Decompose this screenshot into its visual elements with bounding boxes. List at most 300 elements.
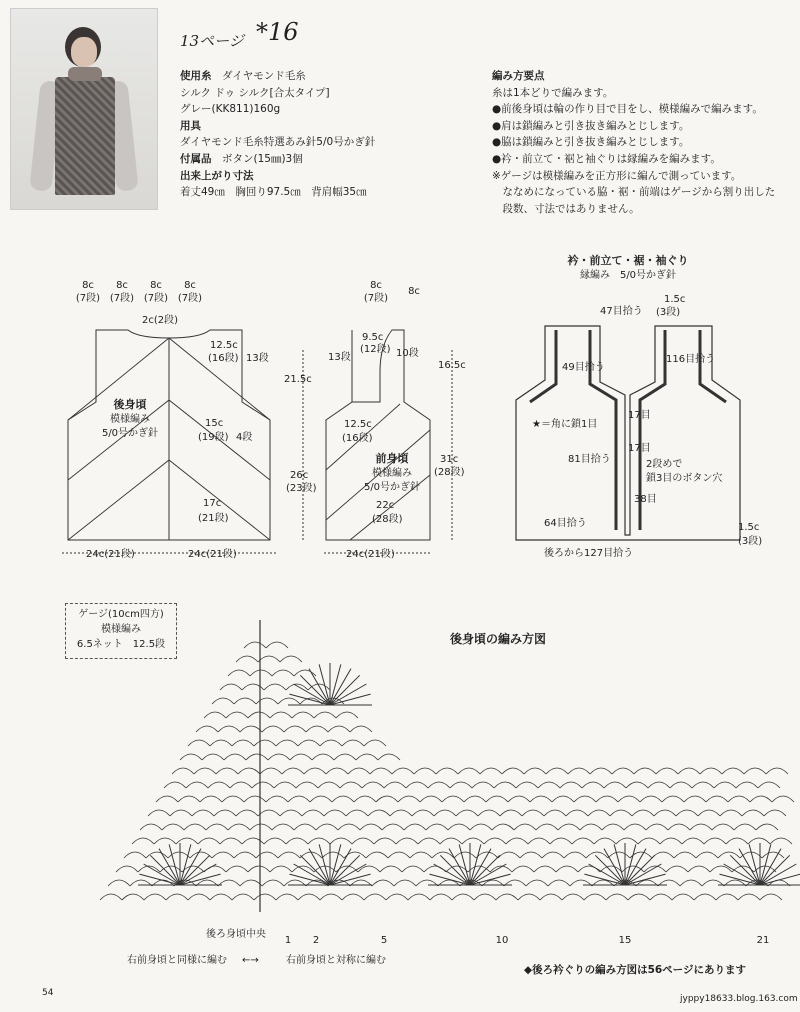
stitch-arc <box>196 726 218 732</box>
stitch-arc <box>350 726 372 732</box>
stitch-arc <box>456 810 478 816</box>
edge-64: 64目拾う <box>544 518 587 529</box>
stitch-arc <box>198 838 220 844</box>
stitch-arc <box>186 782 208 788</box>
stitch-arc <box>594 838 616 844</box>
stitch-arc <box>478 810 500 816</box>
stitch-arc <box>224 754 246 760</box>
stitch-arc <box>474 894 496 900</box>
stitch-arc <box>496 894 518 900</box>
stitch-arc <box>246 754 268 760</box>
bottom-17: 17c <box>203 498 222 509</box>
stitch-arc <box>500 810 522 816</box>
stitch-arc <box>164 782 186 788</box>
edge-81: 81目拾う <box>568 454 611 465</box>
side-4: 4段 <box>236 432 253 443</box>
stitch-arc <box>332 796 354 802</box>
stitch-arc <box>258 810 280 816</box>
stitch-arc <box>210 894 232 900</box>
stitch-arc <box>458 768 480 774</box>
stitch-arc <box>580 824 602 830</box>
stitch-arc <box>618 796 640 802</box>
stitch-arc <box>440 838 462 844</box>
stitch-arc <box>650 894 672 900</box>
stitch-arc <box>402 866 424 872</box>
procedure-line: ●前後身頃は輪の作り目で目をし、模様編みで編みます。 <box>492 103 763 116</box>
stitch-arc <box>188 894 210 900</box>
stitch-arc <box>326 768 348 774</box>
stitch-arc <box>632 810 654 816</box>
stitch-arc <box>294 824 316 830</box>
stitch-arc <box>762 852 784 858</box>
edge-3: (3段) <box>656 307 681 318</box>
col-number: 5 <box>380 935 388 946</box>
stitch-arc <box>308 838 330 844</box>
stitch-arc <box>718 852 740 858</box>
yarn-label: 使用糸 <box>180 70 212 82</box>
stitch-arc <box>436 768 458 774</box>
stitch-arc <box>314 712 336 718</box>
stitch-arc <box>656 768 678 774</box>
stitch-arc <box>372 880 394 886</box>
front-22: 22c <box>376 500 395 511</box>
edge-3b: (3段) <box>738 536 763 547</box>
stitch-arc <box>550 838 572 844</box>
stitch-arc <box>530 796 552 802</box>
stitch-arc <box>346 810 368 816</box>
back-top-dim: 8c <box>82 280 94 291</box>
stitch-arc <box>382 824 404 830</box>
stitch-arc <box>760 894 782 900</box>
stitch-arc <box>670 782 692 788</box>
stitch-arc <box>588 810 610 816</box>
stitch-arc <box>558 824 580 830</box>
stitch-arc <box>340 782 362 788</box>
stitch-arc <box>248 712 270 718</box>
stitch-arc <box>604 782 626 788</box>
stitch-arc <box>302 810 324 816</box>
stitch-arc <box>230 782 252 788</box>
stitch-arc <box>254 740 276 746</box>
stitch-arc <box>232 894 254 900</box>
stitch-arc <box>688 866 710 872</box>
stitch-arc <box>122 894 144 900</box>
stitch-arc <box>524 768 546 774</box>
stitch-arc <box>596 796 618 802</box>
back-top-dim: 8c <box>116 280 128 291</box>
stitch-arc <box>714 782 736 788</box>
stitch-arc <box>144 894 166 900</box>
stitch-arc <box>360 824 382 830</box>
stitch-arc <box>634 768 656 774</box>
back-top-rows: (7段) <box>75 293 101 304</box>
page-number: 54 <box>42 988 54 998</box>
stitch-arc <box>498 852 520 858</box>
stitch-arc <box>522 810 544 816</box>
stitch-arc <box>678 768 700 774</box>
stitch-arc <box>156 796 178 802</box>
stitch-arc <box>514 824 536 830</box>
stitch-arc <box>380 866 402 872</box>
stitch-arc <box>698 810 720 816</box>
stitch-arc <box>640 796 662 802</box>
edge-116: 116目拾う <box>666 354 716 365</box>
stitch-arc <box>494 782 516 788</box>
stitch-arc <box>146 852 168 858</box>
stitch-arc <box>202 754 224 760</box>
stitch-arc <box>248 866 270 872</box>
stitch-arc <box>410 852 432 858</box>
stitch-arc <box>750 796 772 802</box>
stitch-arc <box>470 824 492 830</box>
stitch-arc <box>320 740 342 746</box>
procedure-line: ●肩は鎖編みと引き抜き編みとじします。 <box>492 119 690 132</box>
front-pattern: 模様編み <box>372 468 412 479</box>
stitch-arc <box>556 866 578 872</box>
stitch-arc <box>286 838 308 844</box>
neck-back: 2c(2段) <box>142 315 179 326</box>
stitch-arc <box>262 880 284 886</box>
stitch-arc <box>374 838 396 844</box>
stitch-arc <box>666 866 688 872</box>
procedure-line: 段数、寸法ではありません。 <box>492 202 640 215</box>
stitch-arc <box>694 894 716 900</box>
stitch-arc <box>268 754 290 760</box>
stitch-arc <box>108 880 130 886</box>
stitch-arc <box>270 866 292 872</box>
stitch-arc <box>738 894 760 900</box>
corner-note: ★＝角に鎖1目 <box>532 419 598 430</box>
stitch-arc <box>222 796 244 802</box>
stitch-arc <box>562 894 584 900</box>
stitch-arc <box>706 796 728 802</box>
stitch-arc <box>208 782 230 788</box>
stitch-arc <box>234 698 256 704</box>
stitch-arc <box>392 768 414 774</box>
stitch-arc <box>178 796 200 802</box>
stitch-arc <box>690 824 712 830</box>
stitch-arc <box>462 838 484 844</box>
stitch-arc <box>278 852 300 858</box>
stitch-arc <box>638 838 660 844</box>
stitch-arc <box>272 824 294 830</box>
back-name: 後身頃 <box>113 398 147 411</box>
stitch-arc <box>140 824 162 830</box>
stitch-arc <box>508 796 530 802</box>
stitch-arc <box>266 796 288 802</box>
back-top-dim: 8c <box>184 280 196 291</box>
stitch-arc <box>278 698 300 704</box>
stitch-arc <box>274 782 296 788</box>
stitch-arc <box>290 754 312 760</box>
stitch-arc <box>716 894 738 900</box>
stitch-arc <box>116 866 138 872</box>
stitch-arc <box>672 894 694 900</box>
front-125-rows: (16段) <box>342 433 373 444</box>
stitch-arc <box>682 838 704 844</box>
stitch-arc <box>264 684 286 690</box>
size-label: 出来上がり寸法 <box>180 169 254 182</box>
stitch-arc <box>180 754 202 760</box>
stitch-arc <box>206 824 228 830</box>
stitch-arc <box>534 866 556 872</box>
stitch-arc <box>624 824 646 830</box>
stitch-arc <box>368 810 390 816</box>
stitch-arc <box>408 894 430 900</box>
stitch-arc <box>536 824 558 830</box>
stitch-arc <box>250 824 272 830</box>
button-hole-1: 2段めで <box>646 459 683 470</box>
stitch-arc <box>484 838 506 844</box>
stitch-arc <box>412 810 434 816</box>
stitch-arc <box>232 740 254 746</box>
stitch-arc <box>240 880 262 886</box>
stitch-arc <box>628 894 650 900</box>
col-number: 10 <box>495 935 509 946</box>
stitch-arc <box>398 796 420 802</box>
bottom-17-rows: (21段) <box>198 513 229 524</box>
height-26: 26c <box>290 470 309 481</box>
stitch-arc <box>256 852 278 858</box>
stitch-arc <box>276 740 298 746</box>
stitch-arc <box>124 852 146 858</box>
stitch-arc <box>322 852 344 858</box>
stitch-arc <box>384 782 406 788</box>
stitch-arc <box>172 768 194 774</box>
front-95: 9.5c <box>362 332 384 343</box>
stitch-arc <box>564 852 586 858</box>
stitch-arc <box>428 782 450 788</box>
stitch-arc <box>386 894 408 900</box>
front-hook: 5/0号かぎ針 <box>363 482 421 493</box>
stitch-arc <box>568 768 590 774</box>
stitch-arc <box>298 740 320 746</box>
front-name: 前身頃 <box>375 452 409 465</box>
front-95-rows: (12段) <box>360 344 391 355</box>
stitch-arc <box>342 894 364 900</box>
stitch-arc <box>258 656 280 662</box>
stitch-arc <box>306 726 328 732</box>
stitch-arc <box>362 782 384 788</box>
height-26-rows: (23段) <box>286 483 317 494</box>
stitch-arc <box>608 852 630 858</box>
stitch-arc <box>334 754 356 760</box>
stitch-arc <box>756 824 778 830</box>
stitch-arc <box>646 824 668 830</box>
stitch-arc <box>492 824 514 830</box>
stitch-arc <box>712 824 734 830</box>
stitch-arc <box>204 712 226 718</box>
stitch-arc <box>432 852 454 858</box>
stitch-arc <box>442 796 464 802</box>
stitch-arc <box>132 838 154 844</box>
stitch-arc <box>726 838 748 844</box>
stitch-arc <box>692 782 714 788</box>
stitch-arc <box>188 740 210 746</box>
stitch-arc <box>280 656 302 662</box>
stitch-arc <box>234 852 256 858</box>
stitch-arc <box>256 698 278 704</box>
stitch-arc <box>516 782 538 788</box>
notions-label: 付属品 <box>180 152 212 165</box>
stitch-arc <box>728 796 750 802</box>
stitch-arc <box>242 684 264 690</box>
stitch-arc <box>148 810 170 816</box>
stitch-arc <box>606 894 628 900</box>
neckline-note: ◆後ろ衿ぐりの編み方図は56ページにあります <box>524 964 746 976</box>
legend-left: 右前身頃と同様に編む <box>127 955 227 966</box>
stitch-arc <box>212 698 234 704</box>
stitch-fans <box>138 663 800 885</box>
stitch-arc <box>298 894 320 900</box>
stitch-arc <box>770 838 792 844</box>
stitch-arc <box>348 768 370 774</box>
front-width: 24c(21段) <box>346 549 395 560</box>
procedure-line: ●衿・前立て・裾と袖ぐりは縁編みを編みます。 <box>492 152 721 165</box>
stitch-arc <box>602 824 624 830</box>
gauge-pattern: 模様編み <box>101 624 141 635</box>
shoulder-len: 12.5c <box>210 340 238 351</box>
stitch-arc <box>266 642 288 648</box>
stitch-arc <box>194 768 216 774</box>
stitch-arc <box>236 810 258 816</box>
side-15: 15c <box>205 418 224 429</box>
stitch-arc <box>616 838 638 844</box>
stitch-arc <box>240 726 262 732</box>
stitch-arc <box>450 782 472 788</box>
stitch-arc <box>684 796 706 802</box>
stitch-arc <box>356 754 378 760</box>
procedure-line: ※ゲージは模様編みを正方形に編んで測っています。 <box>492 169 742 182</box>
edge-15b: 1.5c <box>738 522 760 533</box>
height-165: 16.5c <box>438 360 466 371</box>
back-top-dim: 8c <box>150 280 162 291</box>
stitch-arc <box>228 824 250 830</box>
stitch-arc <box>226 712 248 718</box>
stitch-arc <box>396 838 418 844</box>
stitch-arc <box>744 768 766 774</box>
stitch-arc <box>434 810 456 816</box>
stitch-arc <box>370 768 392 774</box>
stitch-arc <box>486 796 508 802</box>
front-13: 13段 <box>328 352 351 363</box>
stitch-arc <box>772 796 794 802</box>
legend-arrow: ←→ <box>242 955 259 966</box>
stitch-arc <box>100 894 122 900</box>
stitch-arc <box>364 740 386 746</box>
stitch-arc <box>610 810 632 816</box>
stitch-arc <box>506 838 528 844</box>
yarn-brand: ダイヤモンド毛糸 <box>222 70 306 82</box>
stitch-arc <box>552 796 574 802</box>
stitch-arc <box>304 768 326 774</box>
stitch-arc <box>184 824 206 830</box>
stitch-arc <box>352 838 374 844</box>
procedure-line: ななめになっている脇・裾・前端はゲージから割り出した <box>492 186 776 199</box>
stitch-arc <box>318 782 340 788</box>
stitch-arc <box>270 712 292 718</box>
stitch-arc <box>566 810 588 816</box>
stitch-arc <box>626 782 648 788</box>
back-top-rows: (7段) <box>109 293 135 304</box>
front-top: 8c <box>370 280 382 291</box>
stitch-arc <box>454 852 476 858</box>
stitch-arc <box>378 754 400 760</box>
stitch-arc <box>166 894 188 900</box>
stitch-arc <box>338 824 360 830</box>
stitch-arc <box>200 796 222 802</box>
procedure-title: 編み方要点 <box>492 70 545 82</box>
center-label: 後ろ身頃中央 <box>206 929 266 940</box>
stitch-arc <box>480 768 502 774</box>
stitch-arc <box>220 838 242 844</box>
stitch-arc <box>292 712 314 718</box>
stitch-arc <box>668 824 690 830</box>
stitch-arc <box>452 894 474 900</box>
stitch-arc <box>574 796 596 802</box>
stitch-arc <box>242 838 264 844</box>
stitch-arc <box>736 782 758 788</box>
stitch-arc <box>430 894 452 900</box>
legend-right: 右前身頃と対称に編む <box>286 955 386 966</box>
front-125: 12.5c <box>344 419 372 430</box>
edge-47: 47目拾う <box>600 306 643 317</box>
stitch-arc <box>216 768 238 774</box>
stitch-arc <box>414 768 436 774</box>
front-top2: 8c <box>408 286 420 297</box>
stitch-arc <box>264 838 286 844</box>
stitch-arc <box>584 894 606 900</box>
stitch-arc <box>680 880 702 886</box>
edge-49: 49目拾う <box>562 362 605 373</box>
stitch-arc <box>660 838 682 844</box>
col-number: 1 <box>284 935 292 946</box>
stitch-arc <box>250 670 272 676</box>
stitch-arc <box>364 894 386 900</box>
stitch-arc <box>192 810 214 816</box>
stitch-arc <box>320 894 342 900</box>
stitch-arc <box>366 852 388 858</box>
stitch-arc <box>324 810 346 816</box>
stitch-arc <box>330 838 352 844</box>
width-24-right: 24c(21段) <box>188 549 237 560</box>
stitch-arc <box>394 880 416 886</box>
front-22-rows: (28段) <box>372 514 403 525</box>
stitch-arc <box>276 894 298 900</box>
height-31-rows: (28段) <box>434 467 465 478</box>
stitch-arc <box>406 782 428 788</box>
stitch-arc <box>542 852 564 858</box>
stitch-arc <box>312 754 334 760</box>
stitch-arc <box>238 768 260 774</box>
front-10: 10段 <box>396 348 419 359</box>
page-reference: 13ページ <box>180 32 244 50</box>
stitch-arc <box>170 810 192 816</box>
stitch-arc <box>540 894 562 900</box>
stitch-arc <box>376 796 398 802</box>
gauge-values: 6.5ネット 12.5段 <box>76 639 166 650</box>
stitch-arc <box>662 796 684 802</box>
stitch-arc <box>254 894 276 900</box>
stitch-arc <box>572 838 594 844</box>
col-number: 2 <box>312 935 320 946</box>
stitch-arc <box>426 824 448 830</box>
stitch-arc <box>704 838 726 844</box>
tools-label: 用具 <box>180 119 201 132</box>
back-top-rows: (7段) <box>177 293 203 304</box>
stitch-arc <box>212 852 234 858</box>
side-15-rows: (19段) <box>198 432 229 443</box>
